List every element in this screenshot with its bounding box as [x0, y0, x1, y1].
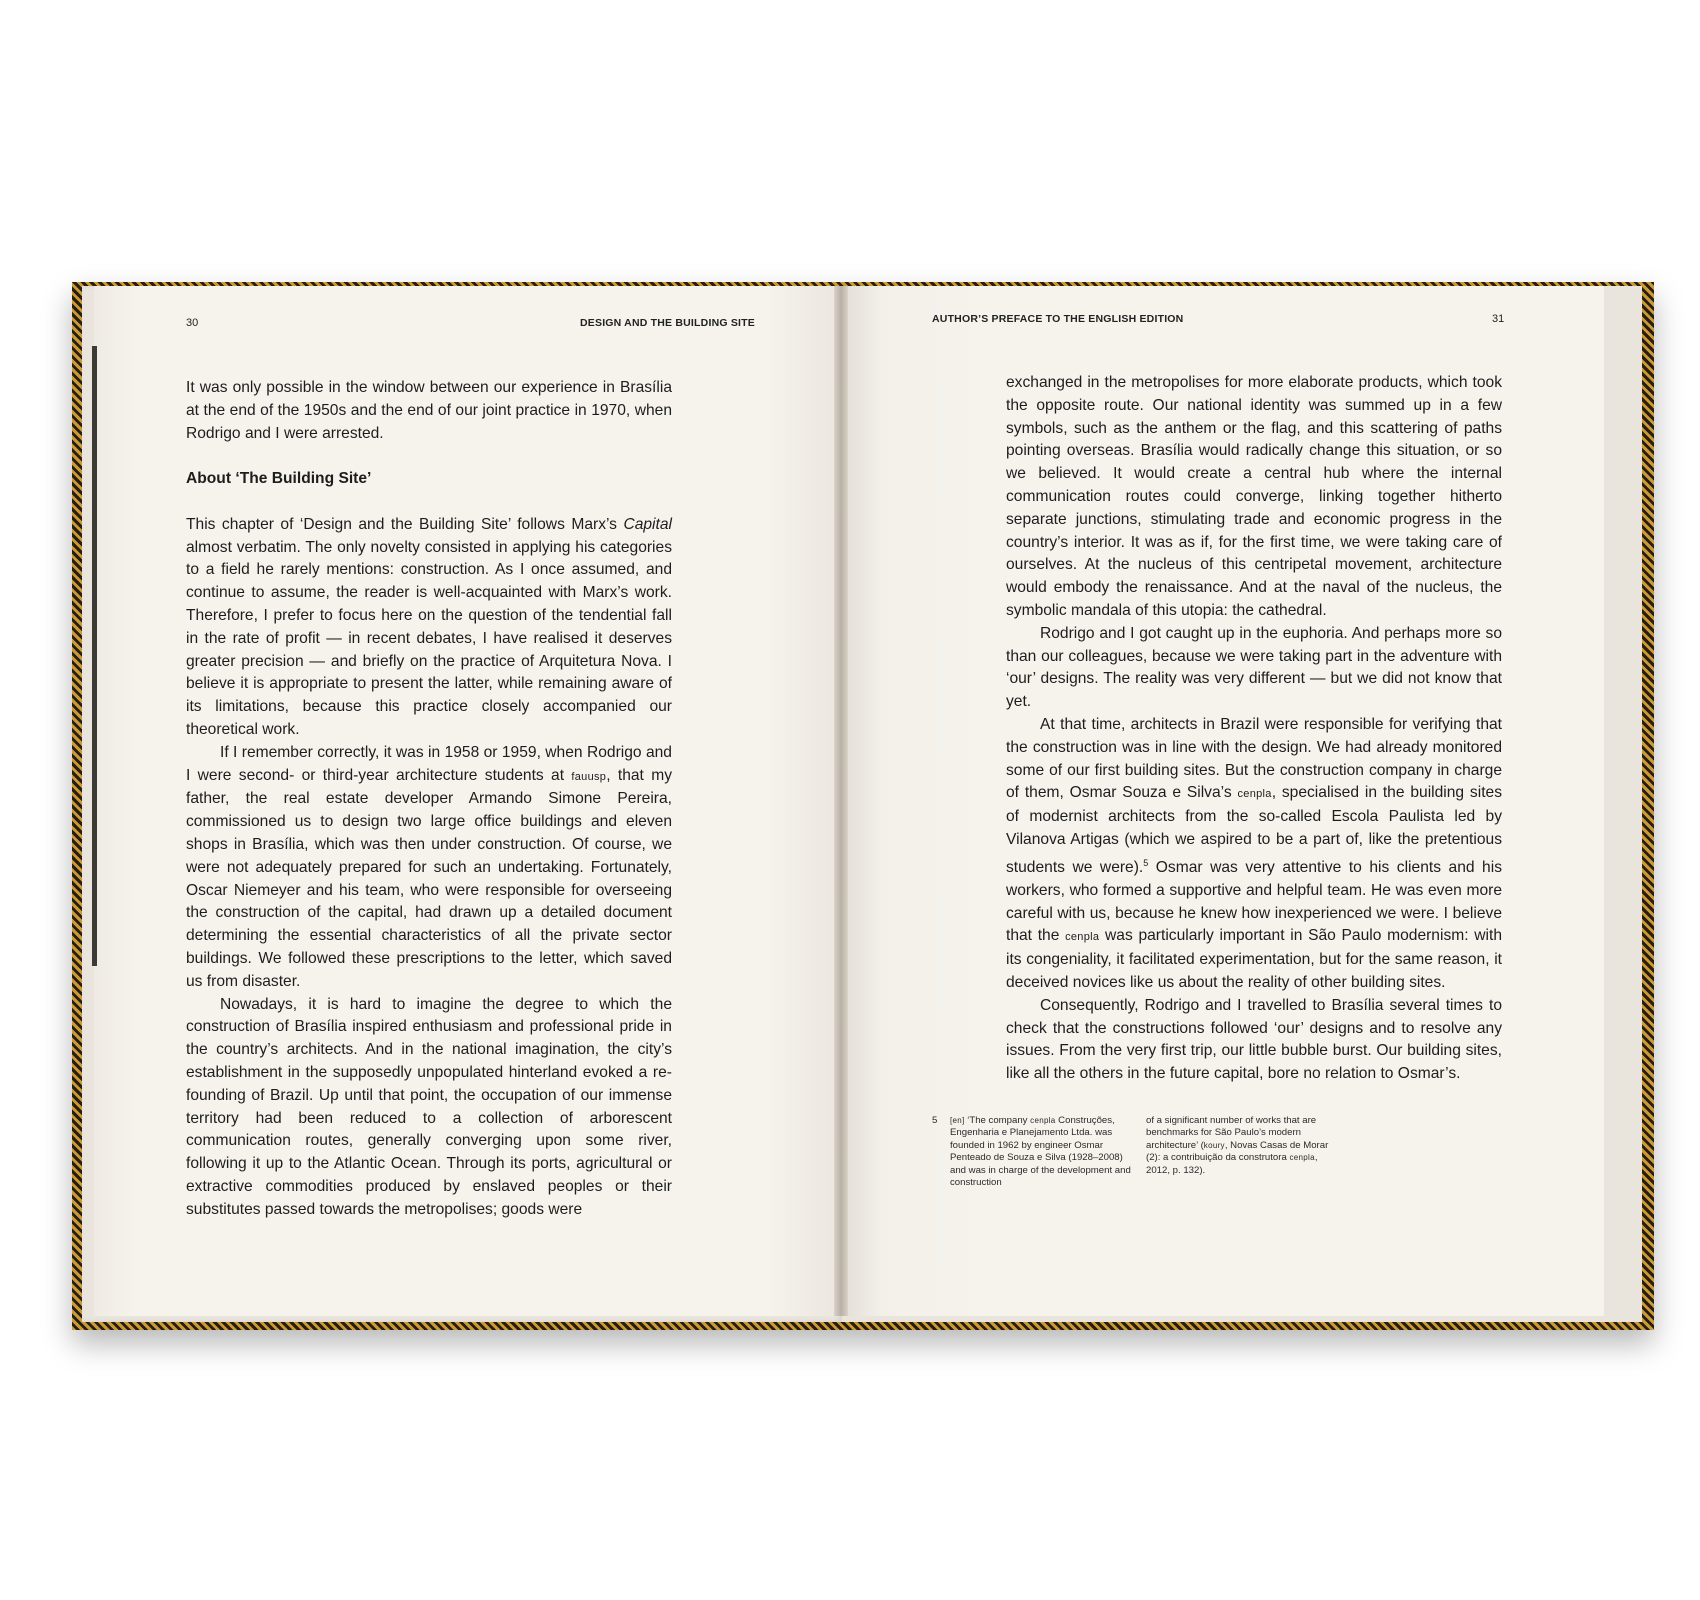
text-run: This chapter of ‘Design and the Building Site’ follows Marx’s — [186, 515, 624, 533]
running-head-left: DESIGN AND THE BUILDING SITE — [580, 317, 755, 329]
book-gutter — [834, 286, 848, 1316]
text-run: , specialised in the building sites of modernist architects from the so-called Escola Paulista led by Vilanova Artigas (which we aspired to be a part of, like the pretentious students we were). — [1006, 784, 1502, 876]
text-run: ‘The company — [964, 1115, 1031, 1126]
page-edge-band — [92, 346, 97, 966]
small-caps-abbrev: cenpla — [1237, 788, 1272, 801]
paragraph — [186, 742, 672, 994]
text-run: , that my father, the real estate developer Armando Simone Pereira, commissioned us to design two large office buildings and eleven shops in Brasília, which was then under construction. Of course, we were not adequately prepared for such an undertaking. Fortunately, Oscar Niemeyer and his team, who were responsible for overseeing the construction of the capital, had drawn up a detailed document determining the essential characteristics of all the private sector buildings. We followed these prescriptions to the letter, which saved us from disaster. — [186, 766, 673, 990]
text-run: was particularly important in São Paulo modernism: with its congeniality, it facilitated experimentation, but for the same reason, it deceived novices like us about the reality of other building sites. — [1006, 927, 1502, 991]
small-caps-abbrev: fauusp — [571, 770, 607, 783]
paragraph — [1006, 714, 1502, 995]
running-head-right: AUTHOR’S PREFACE TO THE ENGLISH EDITION — [932, 313, 1184, 325]
small-caps-abbrev: cenpla — [1065, 931, 1100, 944]
page-number-right: 31 — [1492, 313, 1505, 325]
paragraph: It was only possible in the window between our experience in Brasília at the end of the 1950s and the end of our joint practice in 1970, when Rodrigo and I were arrested. — [186, 379, 672, 442]
right-body-text — [1006, 372, 1502, 1086]
page-number-left: 30 — [186, 317, 199, 329]
footnote-column-2 — [1146, 1115, 1332, 1177]
footnote-number: 5 — [932, 1115, 938, 1126]
text-run: of a significant number of works that are benchmarks for São Paulo’s modern architecture’ ( — [1146, 1115, 1317, 1151]
small-caps-abbrev: cenpla — [1030, 1116, 1056, 1125]
text-run: Osmar was very attentive to his clients and his workers, who formed a supportive and helpful team. He was even more careful with us, because he knew how inexperienced we were. I believe that the — [1006, 858, 1502, 945]
footnote-column-1 — [950, 1115, 1136, 1189]
text-run: , Novas Casas de Morar (2): a contribuição da construtora — [1146, 1139, 1329, 1164]
paragraph: Consequently, Rodrigo and I travelled to Brasília several times to check that the constructions followed ‘our’ designs and to resolve any issues. From the very first trip, our little bubble burst. Our building sites, like all the others in the future capital, bore no relation to Osmar’s. — [1006, 996, 1502, 1083]
text-run: Construções, Engenharia e Planejamento Ltda. was founded in 1962 by engineer Osmar Penteado de Souza e Silva (1928–2008) and was in charge of the development and construction — [950, 1115, 1131, 1189]
footnote-reference: 5 — [1143, 857, 1149, 868]
text-run: , 2012, p. 132). — [1146, 1152, 1318, 1176]
small-caps-abbrev: cenpla — [1289, 1153, 1315, 1163]
right-page — [844, 286, 1604, 1316]
paragraph — [186, 514, 672, 742]
italic-title: Capital — [623, 515, 672, 533]
text-run: almost verbatim. The only novelty consisted in applying his categories to a field he rarely mentions: construction. As I once assumed, and continue to assume, the reader is well-acquainted with Marx’s work. Therefore, I prefer to focus here on the question of the tendential fall in the rate of profit — in recent debates, I have realised it deserves greater precision — and briefly on the practice of Arquitetura Nova. I believe it is appropriate to present the latter, while remaining aware of its limitations, because this practice closely accompanied our theoretical work. — [186, 538, 672, 738]
paragraph: Nowadays, it is hard to imagine the degree to which the construction of Brasília inspired enthusiasm and professional pride in the country’s architects. And in the national imagination, the city’s establishment in the supposedly unpopulated hinterland evoked a re-founding of Brazil. Up until that point, the occupation of our immense territory had been reduced to a collection of arborescent communication routes, generally converging upon some river, following it up to the Atlantic Ocean. Through its ports, agricultural or extractive commodities produced by enslaved peoples or their substitutes passed towards the metropolises; goods were — [186, 995, 672, 1218]
paragraph: exchanged in the metropolises for more elaborate products, which took the opposite route. Our national identity was summed up in a few symbols, such as the anthem or the flag, and this scattering of paths pointing overseas. Brasília would radically change this situation, or so we believed. It would create a central hub where the internal communication routes could converge, linking together hitherto separate junctions, stimulating trade and economic progress in the country’s interior. It was as if, for the first time, we were taking care of ourselves. At the nucleus of this centripetal movement, architecture would embody the renaissance. And at the naval of the nucleus, the symbolic mandala of this utopia: the cathedral. — [1006, 374, 1502, 619]
text-run: At that time, architects in Brazil were responsible for verifying that the construction was in line with the design. We had already monitored some of our first building sites. But the construction company in charge of them, Osmar Souza e Silva’s — [1006, 715, 1502, 802]
footnote-block — [932, 1115, 1402, 1195]
left-body-text — [186, 377, 672, 1221]
paragraph: Rodrigo and I got caught up in the euphoria. And perhaps more so than our colleagues, because we were taking part in the adventure with ‘our’ designs. The reality was very different — but we did not know that yet. — [1006, 624, 1502, 711]
text-run: If I remember correctly, it was in 1958 or 1959, when Rodrigo and I were second- or third-year architecture students at — [186, 743, 672, 784]
section-subheading: About ‘The Building Site’ — [186, 470, 372, 488]
language-tag: [en] — [950, 1116, 965, 1125]
small-caps-abbrev: koury — [1203, 1140, 1225, 1150]
left-page — [94, 286, 840, 1316]
